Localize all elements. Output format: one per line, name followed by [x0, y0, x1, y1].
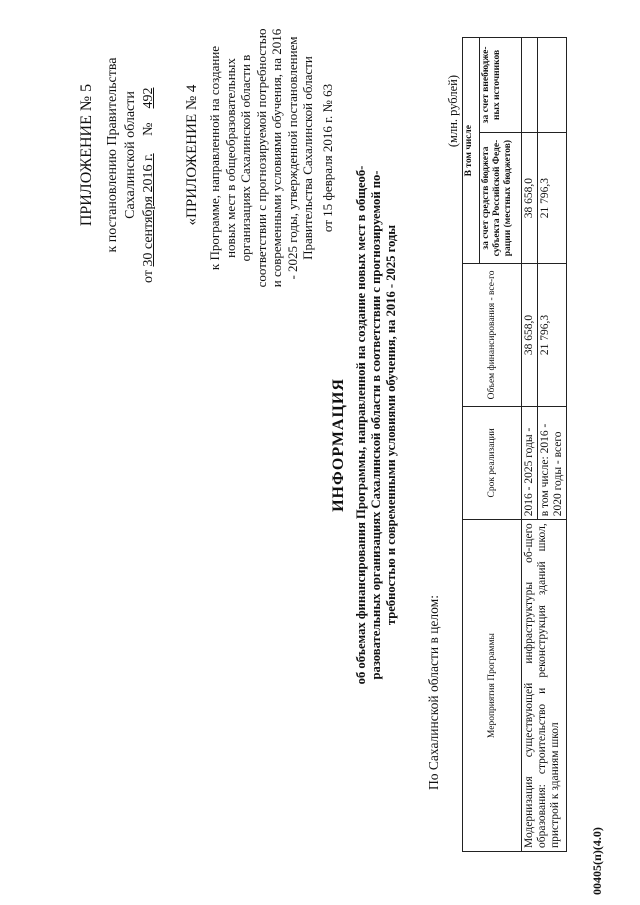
header-extra: за счет внебюдже-ных источников: [479, 38, 521, 133]
financing-table: [462, 37, 567, 852]
table-header-row: [463, 38, 480, 852]
program-appendix-line: новых мест в общеобразовательных: [222, 58, 238, 258]
cell-extra: [538, 38, 567, 133]
program-appendix-line: Правительства Сахалинской области: [300, 56, 315, 260]
appendix-line2: Сахалинской области: [123, 91, 138, 219]
header-measures: Мероприятия Программы: [463, 520, 522, 852]
appendix-date: 30 сентября 2016 г.: [141, 153, 156, 267]
program-appendix-text: [207, 8, 335, 308]
appendix-number: 492: [141, 87, 156, 109]
program-appendix-line: - 2025 годы, утвержденной постановлением: [284, 36, 300, 280]
appendix-date-line: [140, 13, 158, 283]
program-appendix-line: и современными условиями обучения, на 2016: [269, 28, 284, 288]
cell-period: 2016 - 2025 годы -: [522, 406, 538, 520]
subtitle-line: требностью и современными условиями обучения, на 2016 - 2025 годы: [384, 224, 398, 626]
units-label: (млн. рублей): [446, 75, 460, 148]
program-appendix-date: от 15 февраля 2016 г. № 63: [319, 83, 335, 233]
table-row: [522, 38, 538, 852]
subtitle-line: об объемах финансирования Программы, направленной на создание новых мест в общеоб-: [354, 165, 368, 685]
region-label: По Сахалинской области в целом:: [426, 595, 441, 790]
cell-measure: Модернизация существующей инфраструктуры об-щего образования: строительство и реконструкция зданий школ, пристрой к зданиям школ: [522, 520, 567, 852]
appendix-number-prefix: №: [141, 122, 156, 136]
header-budget: за счет средств бюджета субъекта Российской Феде-рации (местных бюджетов): [479, 132, 521, 264]
program-appendix-line: организациях Сахалинской области в: [238, 54, 253, 262]
cell-period: в том числе: 2016 - 2020 годы - всего: [538, 406, 567, 520]
cell-budget: 21 796,3: [538, 132, 567, 264]
header-including: В том числе: [463, 38, 480, 264]
subtitle-line: разовательных организациях Сахалинской области в соответствии с прогнозируемой по-: [369, 170, 383, 680]
document-title: ИНФОРМАЦИЯ: [330, 378, 347, 512]
program-appendix-title: «ПРИЛОЖЕНИЕ № 4: [184, 84, 200, 226]
header-total: Объем финансирования - все-го: [463, 264, 522, 406]
appendix-line1: к постановлению Правительства: [105, 57, 120, 253]
footer-code: 00405(п)(4.0): [590, 827, 604, 895]
cell-extra: [522, 38, 538, 133]
cell-total: 21 796,3: [538, 264, 567, 406]
header-period: Срок реализации: [463, 406, 522, 520]
appendix-title: ПРИЛОЖЕНИЕ № 5: [78, 83, 95, 227]
appendix-date-prefix: от: [141, 270, 156, 283]
cell-total: 38 658,0: [522, 264, 538, 406]
program-appendix-line: соответствии с прогнозируемой потребностью: [253, 28, 269, 288]
cell-budget: 38 658,0: [522, 132, 538, 264]
document-subtitle: [354, 155, 399, 695]
program-appendix-line: к Программе, направленной на создание: [207, 45, 222, 271]
